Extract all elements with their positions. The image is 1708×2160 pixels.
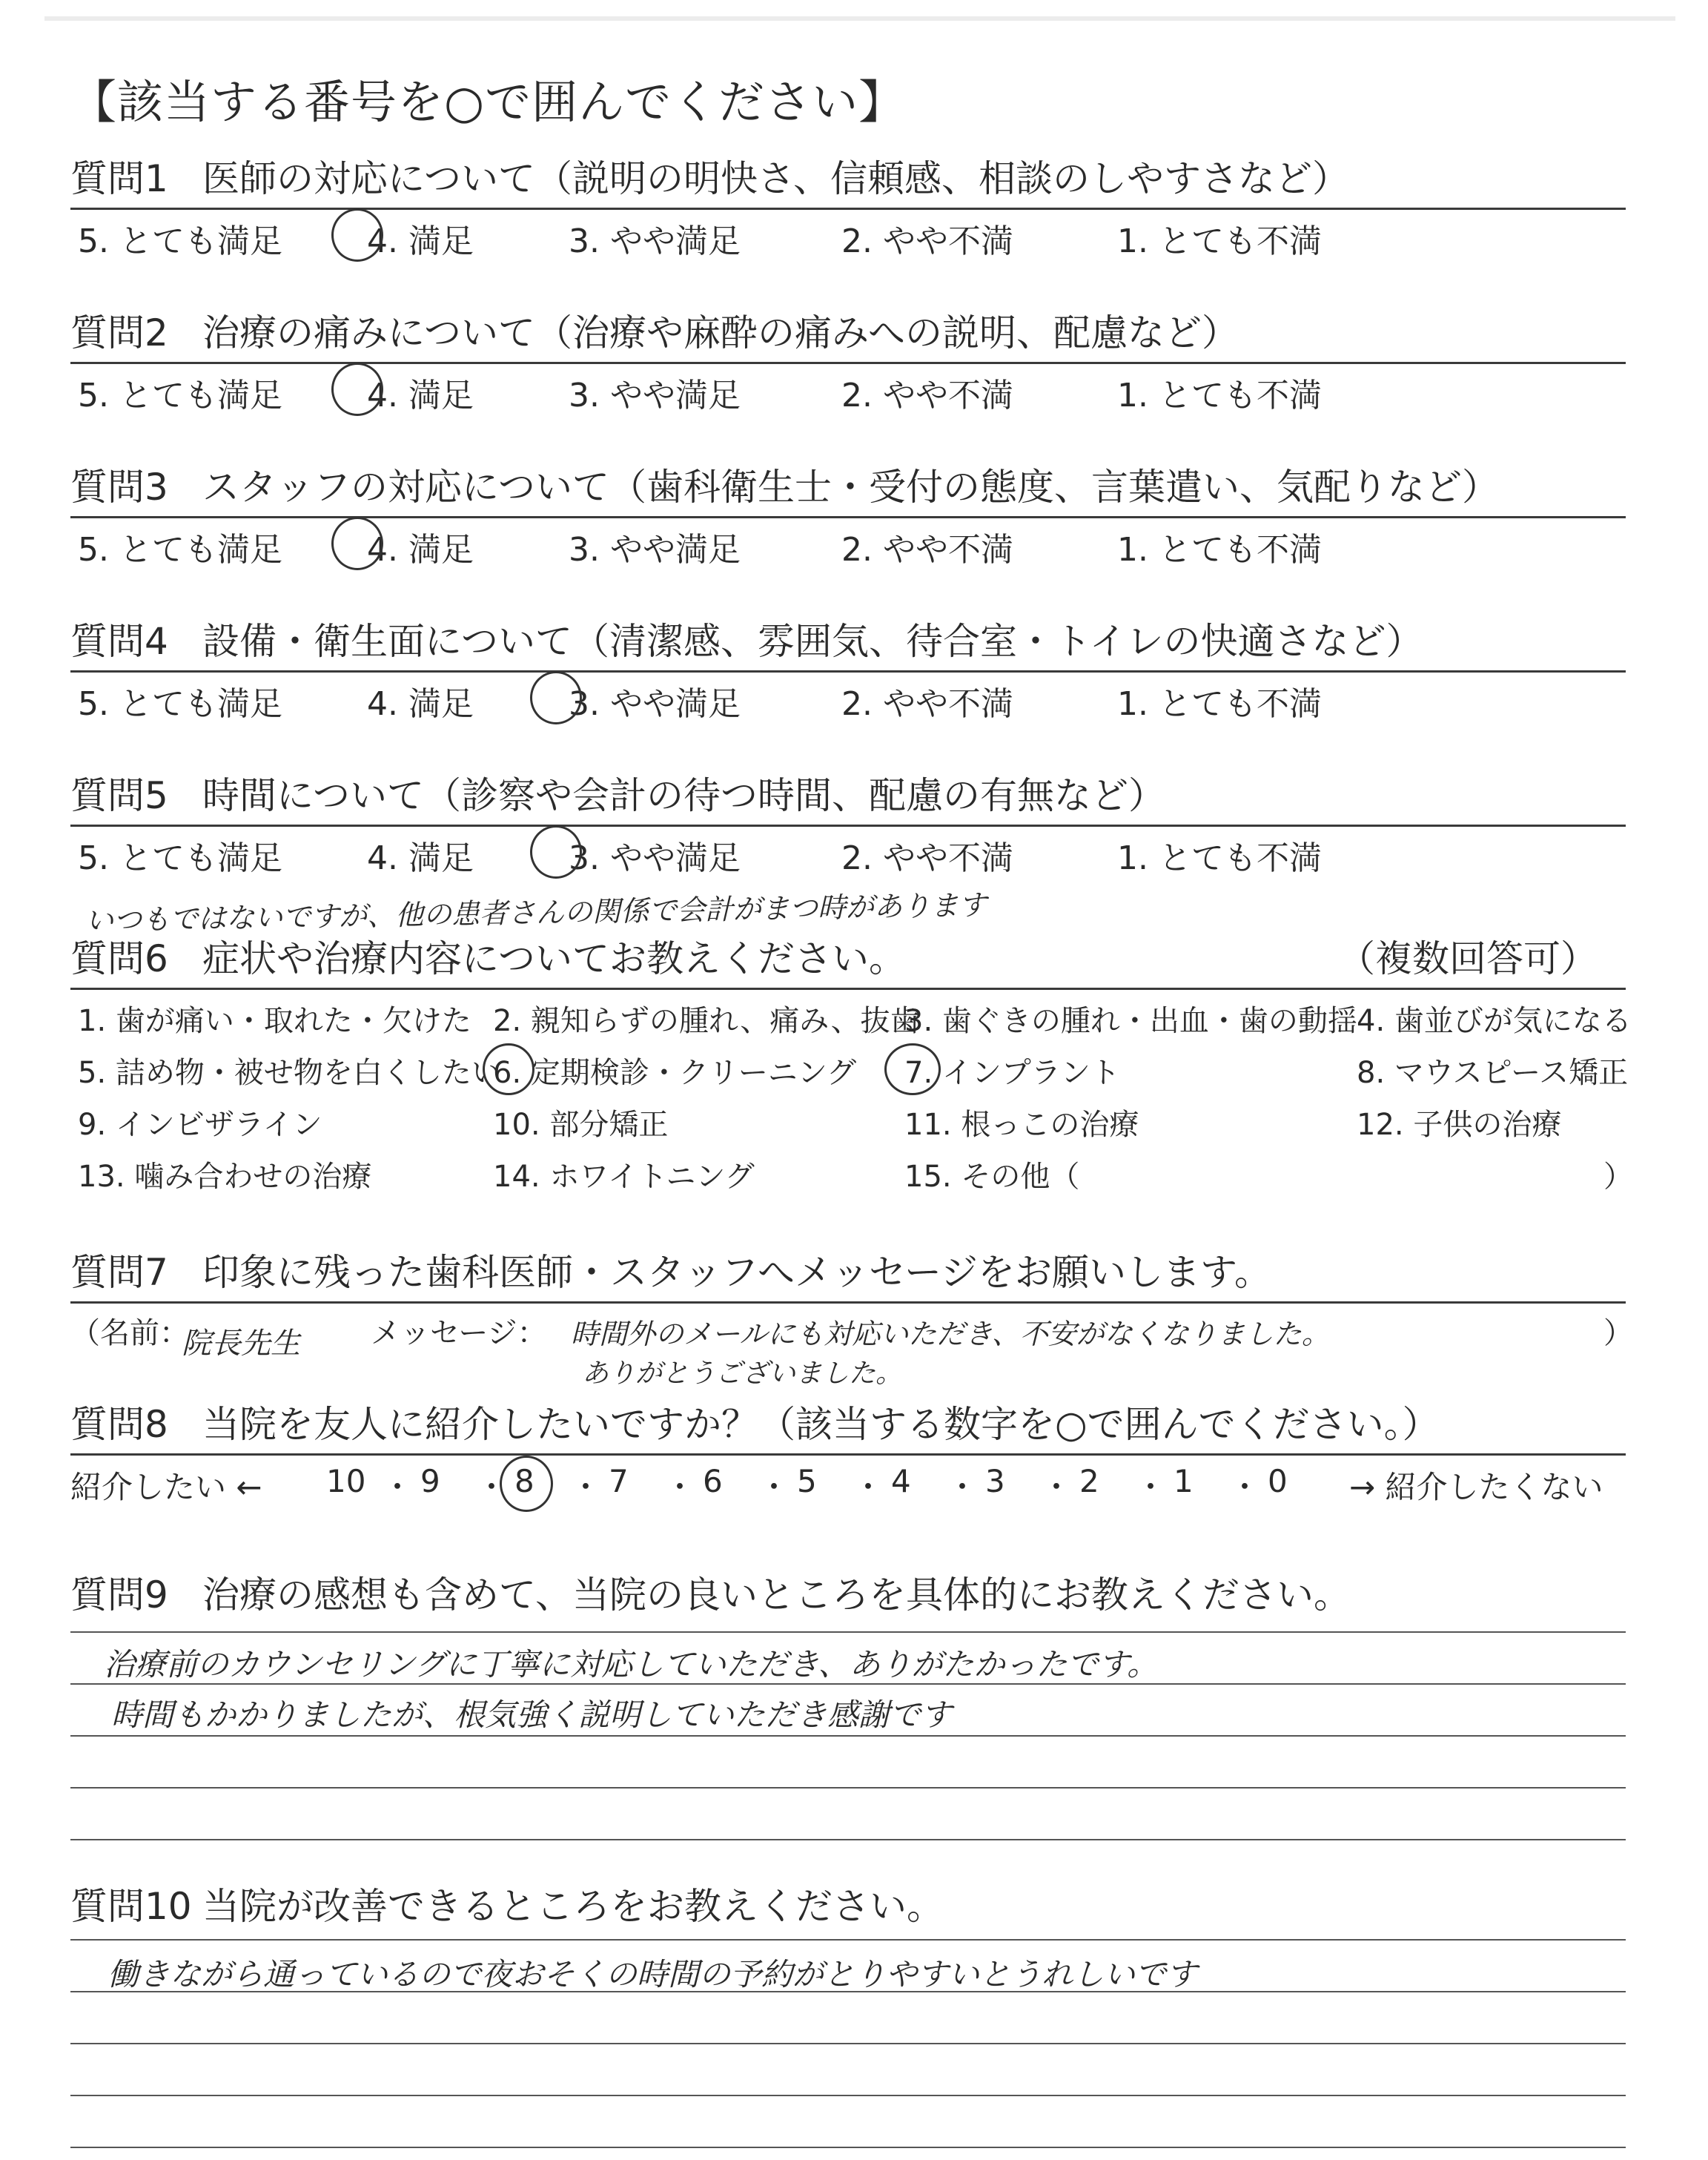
selection-circle [500,1456,553,1512]
rating-option-2[interactable]: 2. やや不満 [841,531,1013,569]
option-2[interactable]: 2. 親知らずの腫れ、痛み、抜歯 [493,1004,920,1038]
option-1[interactable]: 1. 歯が痛い・取れた・欠けた [78,1004,471,1038]
answer-rule [70,1839,1626,1840]
option-10[interactable]: 10. 部分矯正 [493,1108,669,1142]
question-4 [70,618,1627,723]
message-close: ） [1603,1316,1633,1350]
scale-value-9[interactable]: 9 [420,1463,440,1499]
question-underline [70,1301,1626,1304]
rating-option-5[interactable]: 5. とても満足 [78,222,282,260]
question-7 [70,1249,1633,1391]
question-text: 設備・衛生面について（清潔感、雰囲気、待合室・トイレの快適さなど） [202,620,1423,663]
scale-value-5[interactable]: 5 [797,1463,817,1499]
scale-value-2[interactable]: 2 [1079,1463,1099,1499]
message-box [70,1309,1633,1391]
question-text: 医師の対応について（説明の明快さ、信頼感、相談のしやすさなど） [202,157,1349,200]
question-underline [70,1453,1626,1456]
question-number: 質問8 [70,1403,168,1446]
rating-option-1[interactable]: 1. とても不満 [1117,685,1322,723]
answer-rule [70,1631,1626,1633]
question-1 [70,156,1627,260]
rating-option-2[interactable]: 2. やや不満 [841,377,1013,415]
rating-option-2[interactable]: 2. やや不満 [841,839,1013,877]
question-6 [70,936,1633,1212]
question-number: 質問2 [70,311,168,354]
scale-value-8[interactable]: 8 [514,1463,534,1499]
rating-option-3[interactable]: 3. やや満足 [569,377,741,415]
scale-separator: ・ [947,1469,979,1505]
option-8[interactable]: 8. マウスピース矯正 [1357,1056,1629,1090]
option-6[interactable]: 6. 定期検診・クリーニング [493,1056,857,1090]
scale-right-label: → 紹介したくない [1349,1469,1603,1505]
selection-circle [331,517,383,570]
answer-rule [70,2147,1626,2148]
question-text: 当院を友人に紹介したいですか？（該当する数字を○で囲んでください。） [202,1403,1440,1446]
selection-circle [331,208,383,262]
scale-value-6[interactable]: 6 [703,1463,723,1499]
option-4[interactable]: 4. 歯並びが気になる [1357,1004,1632,1038]
scale-value-1[interactable]: 1 [1174,1463,1194,1499]
selection-circle [530,671,582,724]
question-number: 質問10 [70,1885,192,1928]
top-edge [44,16,1675,21]
multiple-answer-note: （複数回答可） [1338,937,1598,980]
rating-option-5[interactable]: 5. とても満足 [78,685,282,723]
message-label: メッセージ： [371,1316,547,1350]
answer-rule [70,2095,1626,2096]
question-2 [70,310,1627,415]
name-value[interactable]: 院長先生 [182,1327,300,1361]
scale-separator: ・ [476,1469,508,1505]
scale-separator: ・ [1135,1469,1167,1505]
option-15-close: ） [1603,1160,1633,1194]
q10-answer-line-1[interactable]: 働きながら通っているので夜おそくの時間の予約がとりやすいとうれしいです [107,1956,1198,1992]
q9-answer-line-2[interactable]: 時間もかかりましたが、根気強く説明していただき感謝です [111,1697,953,1733]
scale-separator: ・ [853,1469,884,1505]
question-5 [70,773,1627,877]
scale-separator: ・ [758,1469,790,1505]
question-text: 症状や治療内容についてお教えください。 [202,937,906,980]
question-10 [70,1883,1627,1929]
question-underline [70,825,1626,827]
answer-rule [70,2043,1626,2044]
name-label: （名前： [70,1316,189,1350]
rating-option-3[interactable]: 3. やや満足 [569,531,741,569]
rating-option-2[interactable]: 2. やや不満 [841,222,1013,260]
option-14[interactable]: 14. ホワイトニング [493,1160,755,1194]
question-3 [70,464,1627,569]
recommend-scale [70,1463,1627,1507]
selection-circle-7 [884,1043,941,1095]
answer-rule [70,1735,1626,1737]
question-number: 質問5 [70,774,168,817]
scale-separator: ・ [664,1469,696,1505]
scale-separator: ・ [1229,1469,1261,1505]
rating-options [70,369,1627,415]
page-title: 【該当する番号を○で囲んでください】 [70,75,906,129]
rating-option-4[interactable]: 4. 満足 [367,685,474,723]
option-7[interactable]: 7. インプラント [904,1056,1120,1090]
question-underline [70,670,1626,673]
rating-option-3[interactable]: 3. やや満足 [569,685,741,723]
question-text: 当院が改善できるところをお教えください。 [202,1885,944,1928]
rating-option-4[interactable]: 4. 満足 [367,377,474,415]
rating-option-4[interactable]: 4. 満足 [367,839,474,877]
rating-option-5[interactable]: 5. とても満足 [78,839,282,877]
question-text: 印象に残った歯科医師・スタッフへメッセージをお願いします。 [202,1251,1271,1294]
question-number: 質問6 [70,937,168,980]
scale-separator: ・ [1041,1469,1073,1505]
treatment-options [70,997,1633,1212]
scale-separator: ・ [382,1469,414,1505]
rating-options [70,677,1627,723]
scale-value-7[interactable]: 7 [609,1463,629,1499]
rating-option-5[interactable]: 5. とても満足 [78,531,282,569]
option-5[interactable]: 5. 詰め物・被せ物を白くしたい [78,1056,501,1090]
question-text: 時間について（診察や会計の待つ時間、配慮の有無など） [202,774,1165,817]
option-13[interactable]: 13. 噛み合わせの治療 [78,1160,372,1194]
rating-option-4[interactable]: 4. 満足 [367,531,474,569]
selection-circle-6 [483,1043,534,1095]
question-8 [70,1401,1627,1507]
question-underline [70,516,1626,518]
option-15[interactable]: 15. その他（ [904,1160,1080,1194]
rating-option-3[interactable]: 3. やや満足 [569,222,741,260]
question-number: 質問7 [70,1251,168,1294]
question-underline [70,208,1626,210]
scale-value-0[interactable]: 0 [1268,1463,1288,1499]
rating-options [70,831,1627,877]
rating-option-1[interactable]: 1. とても不満 [1117,222,1322,260]
rating-option-3[interactable]: 3. やや満足 [569,839,741,877]
scale-value-4[interactable]: 4 [891,1463,911,1499]
option-9[interactable]: 9. インビザライン [78,1108,322,1142]
message-line-2[interactable]: ありがとうございました。 [582,1358,903,1389]
scale-left-label: 紹介したい ← [70,1469,262,1505]
question-number: 質問4 [70,620,168,663]
question-underline [70,988,1626,990]
selection-circle [530,825,582,879]
question-text: 治療の痛みについて（治療や麻酔の痛みへの説明、配慮など） [202,311,1239,354]
option-3[interactable]: 3. 歯ぐきの腫れ・出血・歯の動揺 [904,1004,1357,1038]
question-9 [70,1572,1627,1618]
rating-options [70,523,1627,569]
rating-option-1[interactable]: 1. とても不満 [1117,839,1322,877]
selection-circle [331,363,383,416]
option-12[interactable]: 12. 子供の治療 [1357,1108,1562,1142]
scale-separator: ・ [570,1469,602,1505]
message-line-1[interactable]: 時間外のメールにも対応いただき、不安がなくなりました。 [571,1318,1330,1350]
question-underline [70,362,1626,364]
q5-handwritten-note: いつもではないですが、他の患者さんの関係で会計がまつ時があります [85,888,987,937]
question-number: 質問3 [70,466,168,509]
rating-option-1[interactable]: 1. とても不満 [1117,377,1322,415]
answer-rule [70,1787,1626,1789]
question-text: スタッフの対応について（歯科衛生士・受付の態度、言葉遣い、気配りなど） [202,466,1499,509]
scale-value-3[interactable]: 3 [985,1463,1005,1499]
rating-option-4[interactable]: 4. 満足 [367,222,474,260]
rating-option-2[interactable]: 2. やや不満 [841,685,1013,723]
rating-option-1[interactable]: 1. とても不満 [1117,531,1322,569]
option-11[interactable]: 11. 根っこの治療 [904,1108,1139,1142]
question-number: 質問1 [70,157,168,200]
question-text: 治療の感想も含めて、当院の良いところを具体的にお教えください。 [202,1573,1351,1616]
question-number: 質問9 [70,1573,168,1616]
rating-options [70,214,1627,260]
scale-value-10[interactable]: 10 [326,1463,366,1499]
rating-option-5[interactable]: 5. とても満足 [78,377,282,415]
answer-rule [70,1939,1626,1941]
q9-answer-line-1[interactable]: 治療前のカウンセリングに丁寧に対応していただき、ありがたかったです。 [104,1646,1159,1682]
